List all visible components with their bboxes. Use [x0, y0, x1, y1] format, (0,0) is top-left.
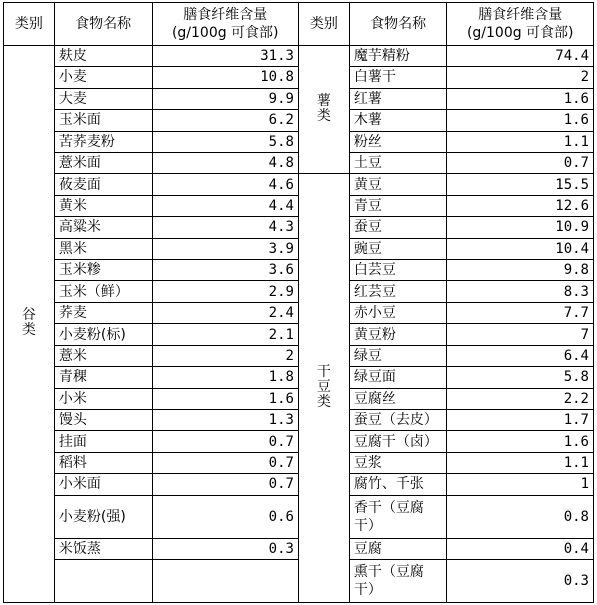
fiber-value-cell: 4.4 [152, 195, 298, 216]
fiber-value-cell: 10.4 [447, 238, 594, 259]
fiber-value-cell: 0.6 [152, 495, 298, 538]
fiber-value-cell: 7.7 [447, 302, 594, 323]
food-name-cell: 豆腐丝 [349, 388, 447, 409]
food-name-cell: 小麦粉(标) [54, 324, 152, 345]
header-row [4, 3, 594, 46]
food-name-cell: 红薯 [349, 88, 447, 109]
category-cell-right [298, 45, 349, 174]
fiber-value-cell: 0.3 [152, 538, 298, 559]
table-row [4, 45, 594, 66]
food-name-cell: 荞麦 [54, 302, 152, 323]
header-fiber-line1: 膳食纤维含量 [478, 6, 563, 23]
fiber-value-cell: 31.3 [152, 45, 298, 66]
food-name-cell: 香干（豆腐干） [349, 495, 447, 538]
food-name-cell: 玉米（鲜） [54, 281, 152, 302]
header-category-left: 类别 [4, 3, 55, 46]
table-row [4, 174, 594, 195]
food-name-cell: 稻料 [54, 452, 152, 473]
food-name-cell: 米饭蒸 [54, 538, 152, 559]
fiber-value-cell: 1.6 [447, 110, 594, 131]
fiber-value-cell: 15.5 [447, 174, 594, 195]
food-name-cell: 豆浆 [349, 452, 447, 473]
table-body [4, 3, 594, 603]
fiber-value-cell: 2.9 [152, 281, 298, 302]
category-cell-right [298, 174, 349, 603]
food-name-cell: 赤小豆 [349, 302, 447, 323]
food-name-cell: 土豆 [349, 152, 447, 173]
fiber-value-cell: 0.7 [447, 152, 594, 173]
fiber-value-cell [152, 559, 298, 602]
category-label: 薯类 [316, 93, 331, 125]
food-name-cell: 馒头 [54, 410, 152, 431]
category-label: 谷类 [21, 307, 36, 339]
fiber-value-cell: 6.2 [152, 110, 298, 131]
fiber-value-cell: 1.7 [447, 410, 594, 431]
fiber-value-cell: 5.8 [447, 367, 594, 388]
food-name-cell: 木薯 [349, 110, 447, 131]
fiber-value-cell: 9.9 [152, 88, 298, 109]
fiber-value-cell: 0.4 [447, 538, 594, 559]
food-name-cell: 小麦 [54, 67, 152, 88]
fiber-value-cell: 6.4 [447, 345, 594, 366]
fiber-value-cell: 8.3 [447, 281, 594, 302]
fiber-value-cell: 1.6 [447, 431, 594, 452]
header-fiber-left [152, 3, 298, 46]
food-name-cell: 豆腐干（卤） [349, 431, 447, 452]
fiber-value-cell: 2.1 [152, 324, 298, 345]
food-name-cell: 绿豆面 [349, 367, 447, 388]
food-name-cell: 小米面 [54, 474, 152, 495]
food-name-cell: 白薯干 [349, 67, 447, 88]
fiber-value-cell: 0.7 [152, 452, 298, 473]
food-name-cell: 蚕豆（去皮） [349, 410, 447, 431]
food-name-cell: 麸皮 [54, 45, 152, 66]
fiber-value-cell: 10.8 [152, 67, 298, 88]
food-name-cell: 黄米 [54, 195, 152, 216]
fiber-value-cell: 0.3 [447, 559, 594, 602]
header-category-right: 类别 [298, 3, 349, 46]
header-fiber-line2: (g/100g 可食部) [171, 24, 279, 41]
fiber-value-cell: 0.7 [152, 474, 298, 495]
header-food-name-right: 食物名称 [349, 3, 447, 46]
food-name-cell: 玉米糁 [54, 260, 152, 281]
food-name-cell: 大麦 [54, 88, 152, 109]
fiber-value-cell: 5.8 [152, 131, 298, 152]
fiber-value-cell: 12.6 [447, 195, 594, 216]
food-name-cell: 绿豆 [349, 345, 447, 366]
fiber-value-cell: 2.4 [152, 302, 298, 323]
fiber-value-cell: 10.9 [447, 217, 594, 238]
food-name-cell: 蚕豆 [349, 217, 447, 238]
food-name-cell: 魔芋精粉 [349, 45, 447, 66]
food-name-cell: 青豆 [349, 195, 447, 216]
dietary-fiber-table [3, 2, 594, 603]
fiber-value-cell: 1.8 [152, 367, 298, 388]
fiber-value-cell: 74.4 [447, 45, 594, 66]
fiber-value-cell: 0.7 [152, 431, 298, 452]
fiber-value-cell: 1.6 [152, 388, 298, 409]
food-name-cell: 红芸豆 [349, 281, 447, 302]
fiber-value-cell: 1.1 [447, 131, 594, 152]
fiber-value-cell: 3.9 [152, 238, 298, 259]
food-name-cell: 青稞 [54, 367, 152, 388]
food-name-cell [54, 559, 152, 602]
food-name-cell: 豌豆 [349, 238, 447, 259]
fiber-value-cell: 1 [447, 474, 594, 495]
header-food-name-left: 食物名称 [54, 3, 152, 46]
food-name-cell: 腐竹、千张 [349, 474, 447, 495]
fiber-value-cell: 9.8 [447, 260, 594, 281]
fiber-value-cell: 1.3 [152, 410, 298, 431]
food-name-cell: 白芸豆 [349, 260, 447, 281]
fiber-value-cell: 7 [447, 324, 594, 345]
fiber-value-cell: 4.3 [152, 217, 298, 238]
food-name-cell: 薏米面 [54, 152, 152, 173]
fiber-value-cell: 1.1 [447, 452, 594, 473]
category-label: 干豆类 [316, 364, 331, 411]
food-name-cell: 薏米 [54, 345, 152, 366]
fiber-value-cell: 2 [152, 345, 298, 366]
fiber-value-cell: 2.2 [447, 388, 594, 409]
food-name-cell: 黄豆粉 [349, 324, 447, 345]
category-cell-left [4, 45, 55, 602]
food-name-cell: 豆腐 [349, 538, 447, 559]
food-name-cell: 粉丝 [349, 131, 447, 152]
food-name-cell: 黄豆 [349, 174, 447, 195]
header-fiber-line2: (g/100g 可食部) [466, 24, 574, 41]
food-name-cell: 玉米面 [54, 110, 152, 131]
food-name-cell: 挂面 [54, 431, 152, 452]
food-name-cell: 熏干（豆腐干） [349, 559, 447, 602]
header-fiber-line1: 膳食纤维含量 [183, 6, 268, 23]
food-name-cell: 小米 [54, 388, 152, 409]
fiber-value-cell: 1.6 [447, 88, 594, 109]
fiber-value-cell: 2 [447, 67, 594, 88]
fiber-value-cell: 0.8 [447, 495, 594, 538]
fiber-value-cell: 3.6 [152, 260, 298, 281]
food-name-cell: 黑米 [54, 238, 152, 259]
food-name-cell: 高粱米 [54, 217, 152, 238]
food-name-cell: 小麦粉(强) [54, 495, 152, 538]
food-name-cell: 莜麦面 [54, 174, 152, 195]
fiber-value-cell: 4.8 [152, 152, 298, 173]
fiber-value-cell: 4.6 [152, 174, 298, 195]
header-fiber-right [447, 3, 594, 46]
food-name-cell: 苦荞麦粉 [54, 131, 152, 152]
